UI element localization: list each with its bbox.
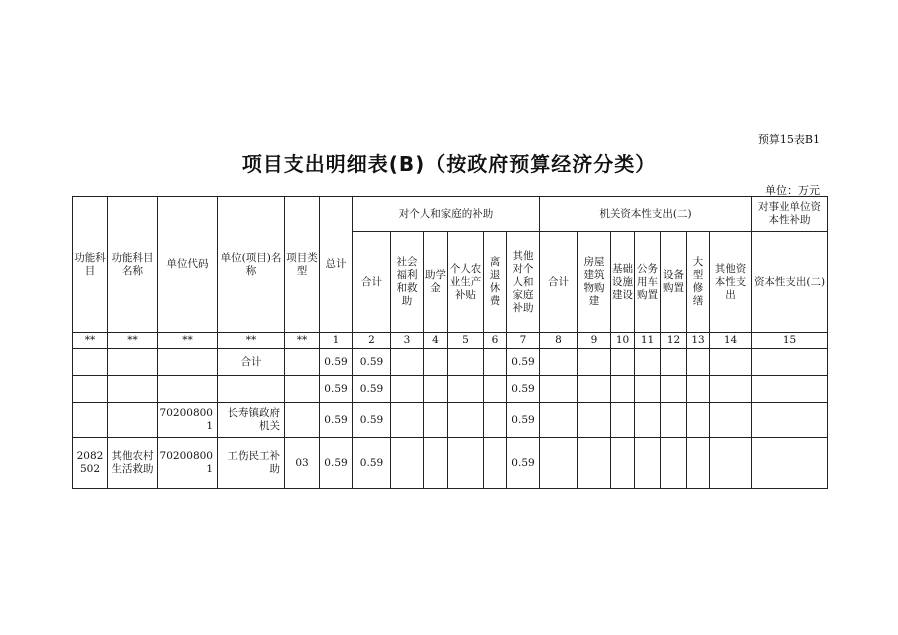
cell-func-code — [73, 376, 108, 403]
index-cell: 3 — [391, 333, 424, 349]
index-cell: 11 — [635, 333, 661, 349]
cell-total: 0.59 — [320, 403, 353, 438]
cell-personal-other: 0.59 — [507, 438, 540, 489]
cell-unit-name: 长寿镇政府机关 — [218, 403, 285, 438]
header-unit-code: 单位代码 — [158, 197, 218, 333]
index-cell: ** — [285, 333, 320, 349]
index-cell: 12 — [661, 333, 687, 349]
cell-total: 0.59 — [320, 349, 353, 376]
index-cell: ** — [158, 333, 218, 349]
unit-label: 单位：万元 — [765, 184, 820, 197]
index-cell: 6 — [484, 333, 507, 349]
index-cell: 4 — [424, 333, 448, 349]
cell-personal-other: 0.59 — [507, 403, 540, 438]
cell-unit-name: 工伤民工补助 — [218, 438, 285, 489]
header-group-public: 对事业单位资本性补助 — [752, 197, 828, 232]
index-cell: 2 — [353, 333, 391, 349]
header-personal-col: 离退休费 — [484, 232, 507, 333]
index-cell: ** — [108, 333, 158, 349]
cell-unit-code — [158, 349, 218, 376]
header-row-1 — [73, 197, 828, 232]
header-unit-name: 单位(项目)名称 — [218, 197, 285, 333]
cell-proj-type — [285, 349, 320, 376]
cell-proj-type — [285, 376, 320, 403]
cell-total: 0.59 — [320, 376, 353, 403]
header-func-name: 功能科目名称 — [108, 197, 158, 333]
header-personal-col: 个人农业生产补贴 — [448, 232, 484, 333]
cell-personal-total: 0.59 — [353, 349, 391, 376]
header-capital-col: 合计 — [540, 232, 578, 333]
header-group-capital: 机关资本性支出(二) — [540, 197, 752, 232]
index-cell: 8 — [540, 333, 578, 349]
cell-proj-type: 03 — [285, 438, 320, 489]
cell-personal-other: 0.59 — [507, 349, 540, 376]
header-personal-col: 助学金 — [424, 232, 448, 333]
header-public-col: 资本性支出(二) — [752, 232, 828, 333]
index-cell: ** — [73, 333, 108, 349]
cell-proj-type — [285, 403, 320, 438]
header-capital-col: 其他资本性支出 — [710, 232, 752, 333]
cell-func-name — [108, 403, 158, 438]
index-cell: 9 — [578, 333, 611, 349]
header-capital-col: 房屋建筑物购建 — [578, 232, 611, 333]
cell-unit-code: 702008001 — [158, 403, 218, 438]
header-capital-col: 基础设施建设 — [611, 232, 635, 333]
cell-unit-name: 合计 — [218, 349, 285, 376]
cell-func-code: 2082502 — [73, 438, 108, 489]
index-cell: 14 — [710, 333, 752, 349]
cell-func-name — [108, 349, 158, 376]
index-cell: 13 — [687, 333, 710, 349]
header-capital-col: 设备购置 — [661, 232, 687, 333]
index-cell: 15 — [752, 333, 828, 349]
header-total: 总计 — [320, 197, 353, 333]
index-cell: 1 — [320, 333, 353, 349]
cell-func-name — [108, 376, 158, 403]
cell-personal-other: 0.59 — [507, 376, 540, 403]
cell-func-name: 其他农村生活救助 — [108, 438, 158, 489]
cell-personal-total: 0.59 — [353, 403, 391, 438]
header-capital-col: 公务用车购置 — [635, 232, 661, 333]
header-proj-type: 项目类型 — [285, 197, 320, 333]
page-title: 项目支出明细表(B)（按政府预算经济分类） — [241, 152, 657, 176]
header-personal-col: 其他对个人和家庭补助 — [507, 232, 540, 333]
index-cell: ** — [218, 333, 285, 349]
index-cell: 10 — [611, 333, 635, 349]
header-group-personal: 对个人和家庭的补助 — [353, 197, 540, 232]
cell-func-code — [73, 403, 108, 438]
table-row — [73, 376, 828, 403]
header-personal-col: 社会福利和救助 — [391, 232, 424, 333]
cell-personal-total: 0.59 — [353, 438, 391, 489]
header-capital-col: 大型修缮 — [687, 232, 710, 333]
expenditure-table — [72, 196, 828, 489]
index-row — [73, 333, 828, 349]
index-cell: 7 — [507, 333, 540, 349]
cell-unit-name — [218, 376, 285, 403]
cell-unit-code — [158, 376, 218, 403]
table-row — [73, 403, 828, 438]
index-cell: 5 — [448, 333, 484, 349]
cell-personal-total: 0.59 — [353, 376, 391, 403]
cell-func-code — [73, 349, 108, 376]
cell-total: 0.59 — [320, 438, 353, 489]
table-row — [73, 438, 828, 489]
table-tag: 预算15表B1 — [757, 133, 820, 146]
header-func-code: 功能科目 — [73, 197, 108, 333]
cell-unit-code: 702008001 — [158, 438, 218, 489]
table-row — [73, 349, 828, 376]
header-personal-col: 合计 — [353, 232, 391, 333]
